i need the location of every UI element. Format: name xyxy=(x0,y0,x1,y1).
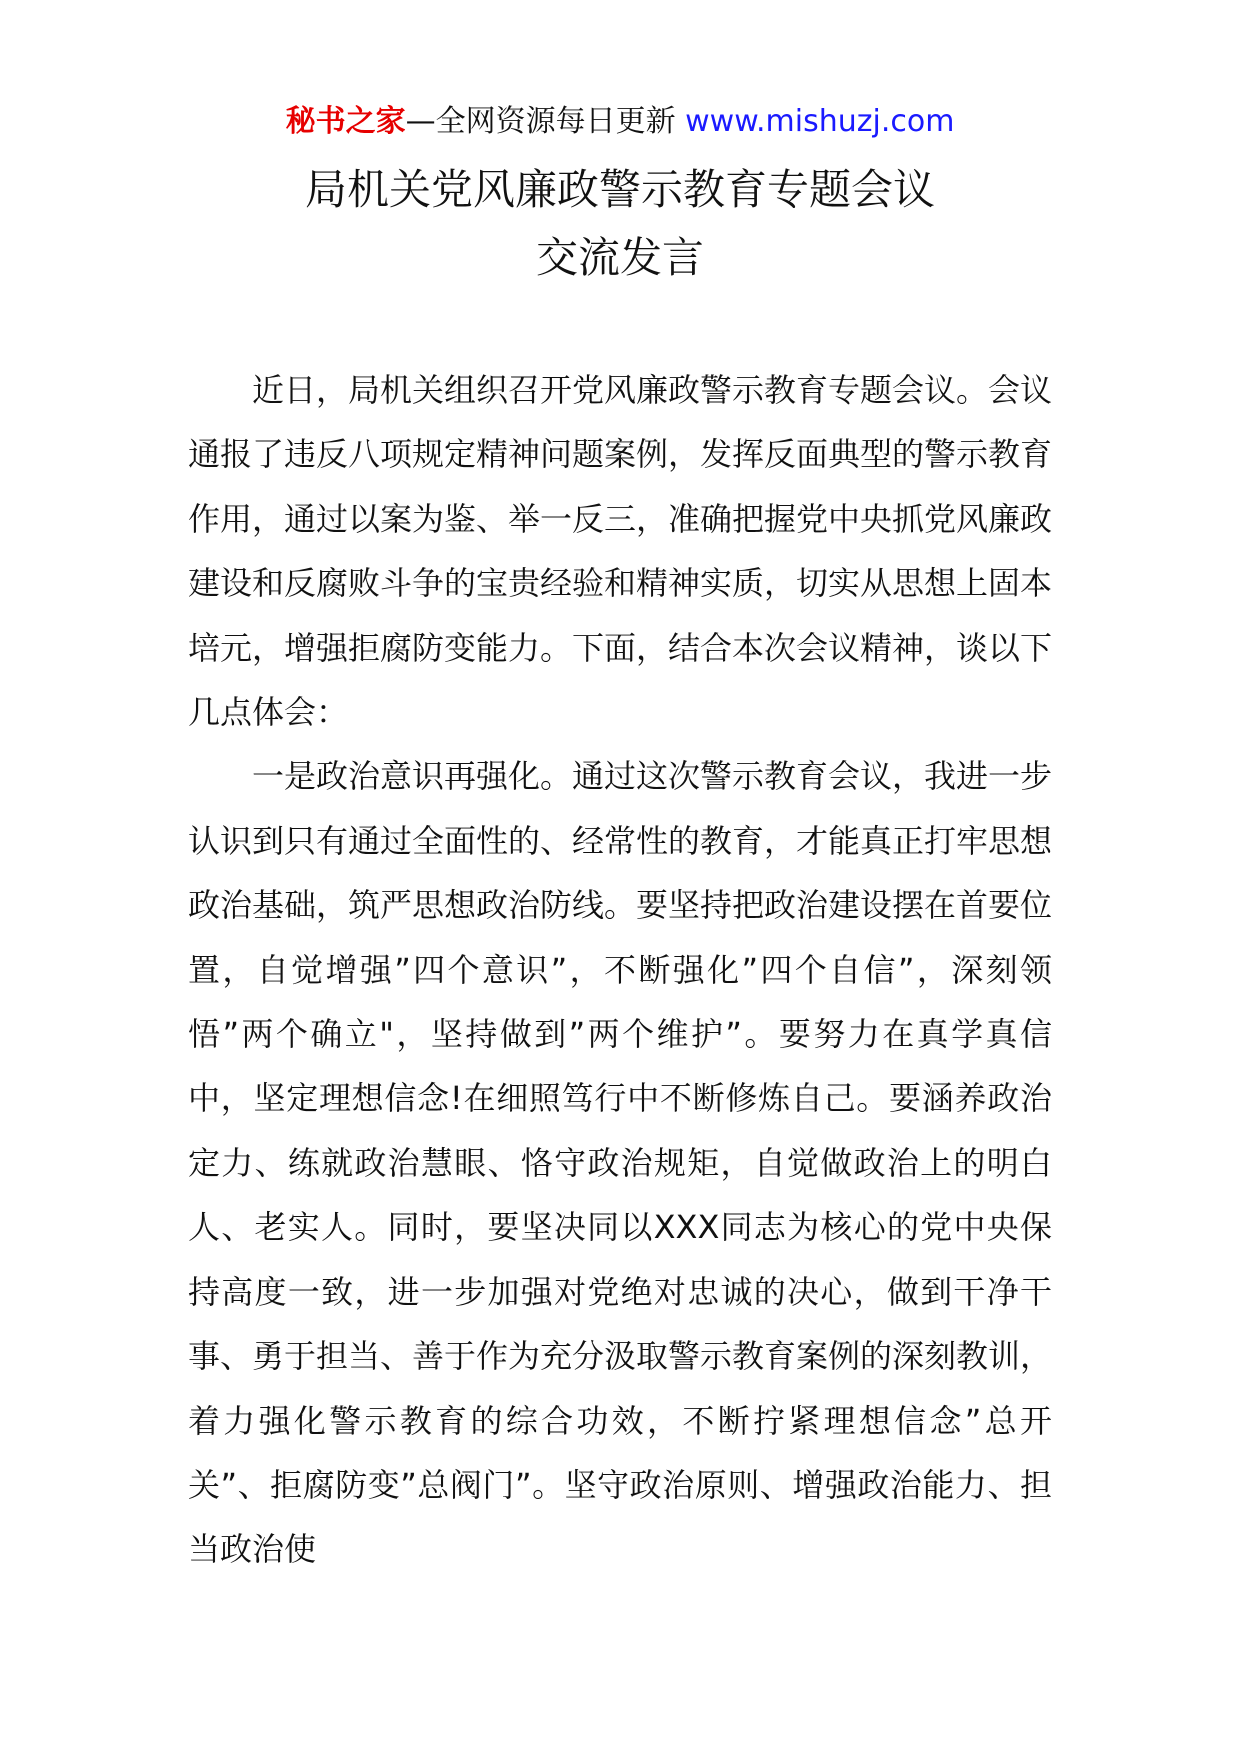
paragraph-point-one: 一是政治意识再强化。通过这次警示教育会议，我进一步认识到只有通过全面性的、经常性的教育，才能真正打牢思想政治基础，筑严思想政治防线。要坚持把政治建设摆在首要位置，自觉增强”四个意识”，不断强化”四个自信”，深刻领悟”两个确立"，坚持做到”两个维护”。要努力在真学真信中，坚定理想信念!在细照笃行中不断修炼自己。要涵养政治定力、练就政治慧眼、恪守政治规矩，自觉做政治上的明白人、老实人。同时，要坚决同以XXX同志为核心的党中央保持高度一致，进一步加强对党绝对忠诚的决心，做到干净干事、勇于担当、善于作为充分汲取警示教育案例的深刻教训，着力强化警示教育的综合功效，不断拧紧理想信念”总开关”、拒腐防变”总阀门”。坚守政治原则、增强政治能力、担当政治使 xyxy=(188,757,1053,1569)
document-title-line-2: 交流发言 xyxy=(535,233,704,282)
paragraph-intro: 近日，局机关组织召开党风廉政警示教育专题会议。会议通报了违反八项规定精神问题案例，发挥反面典型的警示教育作用，通过以案为鉴、举一反三，准确把握党中央抓党风廉政建设和反腐败斗争的宝贵经验和精神实质，切实从思想上固本培元，增强拒腐防变能力。下面，结合本次会议精神，谈以下几点体会： xyxy=(188,371,1053,732)
document-body xyxy=(188,358,1052,1582)
header-url-link[interactable]: www.mishuzj.com xyxy=(685,104,955,139)
document-title-line-1: 局机关党风廉政警示教育专题会议 xyxy=(304,165,935,214)
brand-name: 秘书之家 xyxy=(285,104,406,139)
header-tagline: —全网资源每日更新 xyxy=(405,104,676,139)
page-header xyxy=(0,100,1240,144)
